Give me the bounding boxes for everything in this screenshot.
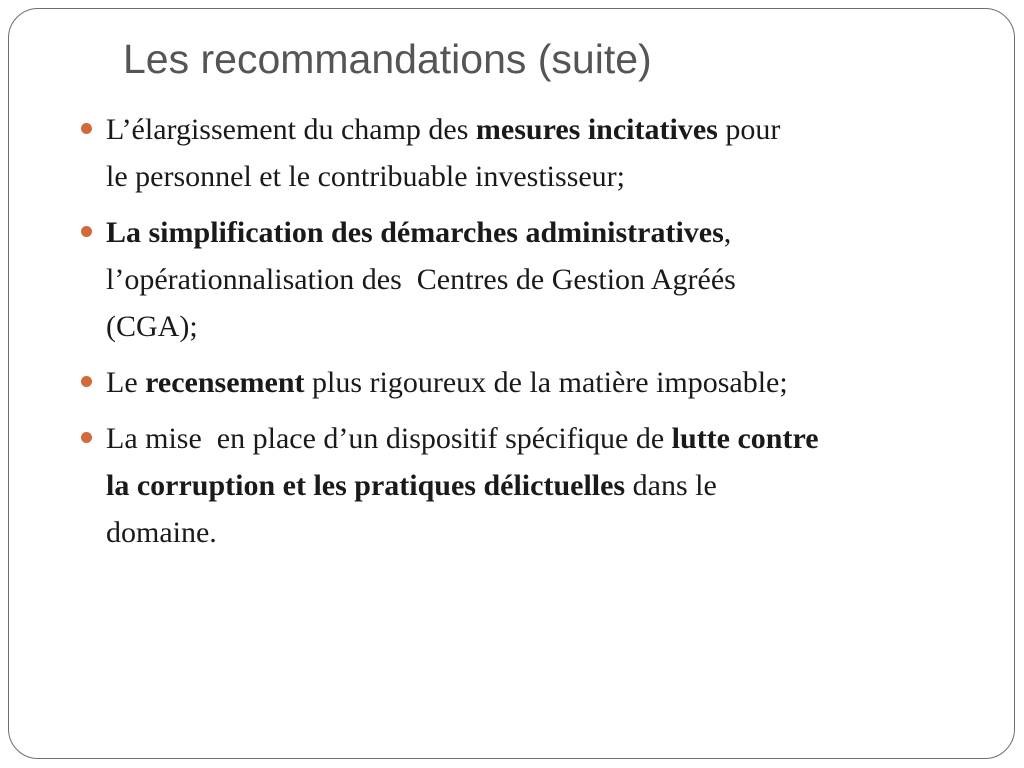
- slide-frame: [8, 8, 1015, 759]
- bullet-item-incentives: [81, 106, 971, 200]
- bullet-item-simplification: [81, 209, 971, 350]
- text-run: La mise en place d’un dispositif spécifique de: [106, 422, 672, 455]
- emphasis-text: lutte contre: [671, 422, 819, 455]
- bullet-line: l’opérationnalisation des Centres de Gestion Agréés: [106, 263, 736, 296]
- bullet-text: [106, 415, 971, 556]
- bullet-line: (CGA);: [106, 310, 198, 343]
- bullet-dot-icon: [81, 226, 92, 237]
- emphasis-text: recensement: [145, 366, 305, 399]
- emphasis-text: la corruption et les pratiques délictuelles: [106, 469, 626, 502]
- bullet-dot-icon: [81, 376, 92, 387]
- text-run: dans le: [625, 469, 717, 502]
- bullet-line: [106, 209, 971, 256]
- bullet-line: [106, 359, 971, 406]
- bullet-line: [106, 415, 971, 462]
- bullet-line: [106, 462, 971, 509]
- text-run: ,: [723, 216, 732, 249]
- bullet-text: [106, 106, 971, 200]
- text-run: pour: [717, 113, 781, 146]
- bullet-item-anticorruption: [81, 415, 971, 556]
- bullet-list: [81, 106, 971, 565]
- emphasis-text: La simplification des démarches administratives: [106, 216, 724, 249]
- bullet-line: [106, 106, 971, 153]
- bullet-dot-icon: [81, 123, 92, 134]
- bullet-item-census: [81, 359, 971, 406]
- bullet-text: [106, 209, 971, 350]
- bullet-dot-icon: [81, 432, 92, 443]
- text-run: Le: [106, 366, 146, 399]
- bullet-line: le personnel et le contribuable investisseur;: [106, 160, 626, 193]
- slide-title: Les recommandations (suite): [123, 36, 652, 82]
- bullet-text: [106, 359, 971, 406]
- text-run: plus rigoureux de la matière imposable;: [304, 366, 788, 399]
- text-run: L’élargissement du champ des: [106, 113, 476, 146]
- bullet-line: domaine.: [106, 516, 217, 549]
- emphasis-text: mesures incitatives: [475, 113, 718, 146]
